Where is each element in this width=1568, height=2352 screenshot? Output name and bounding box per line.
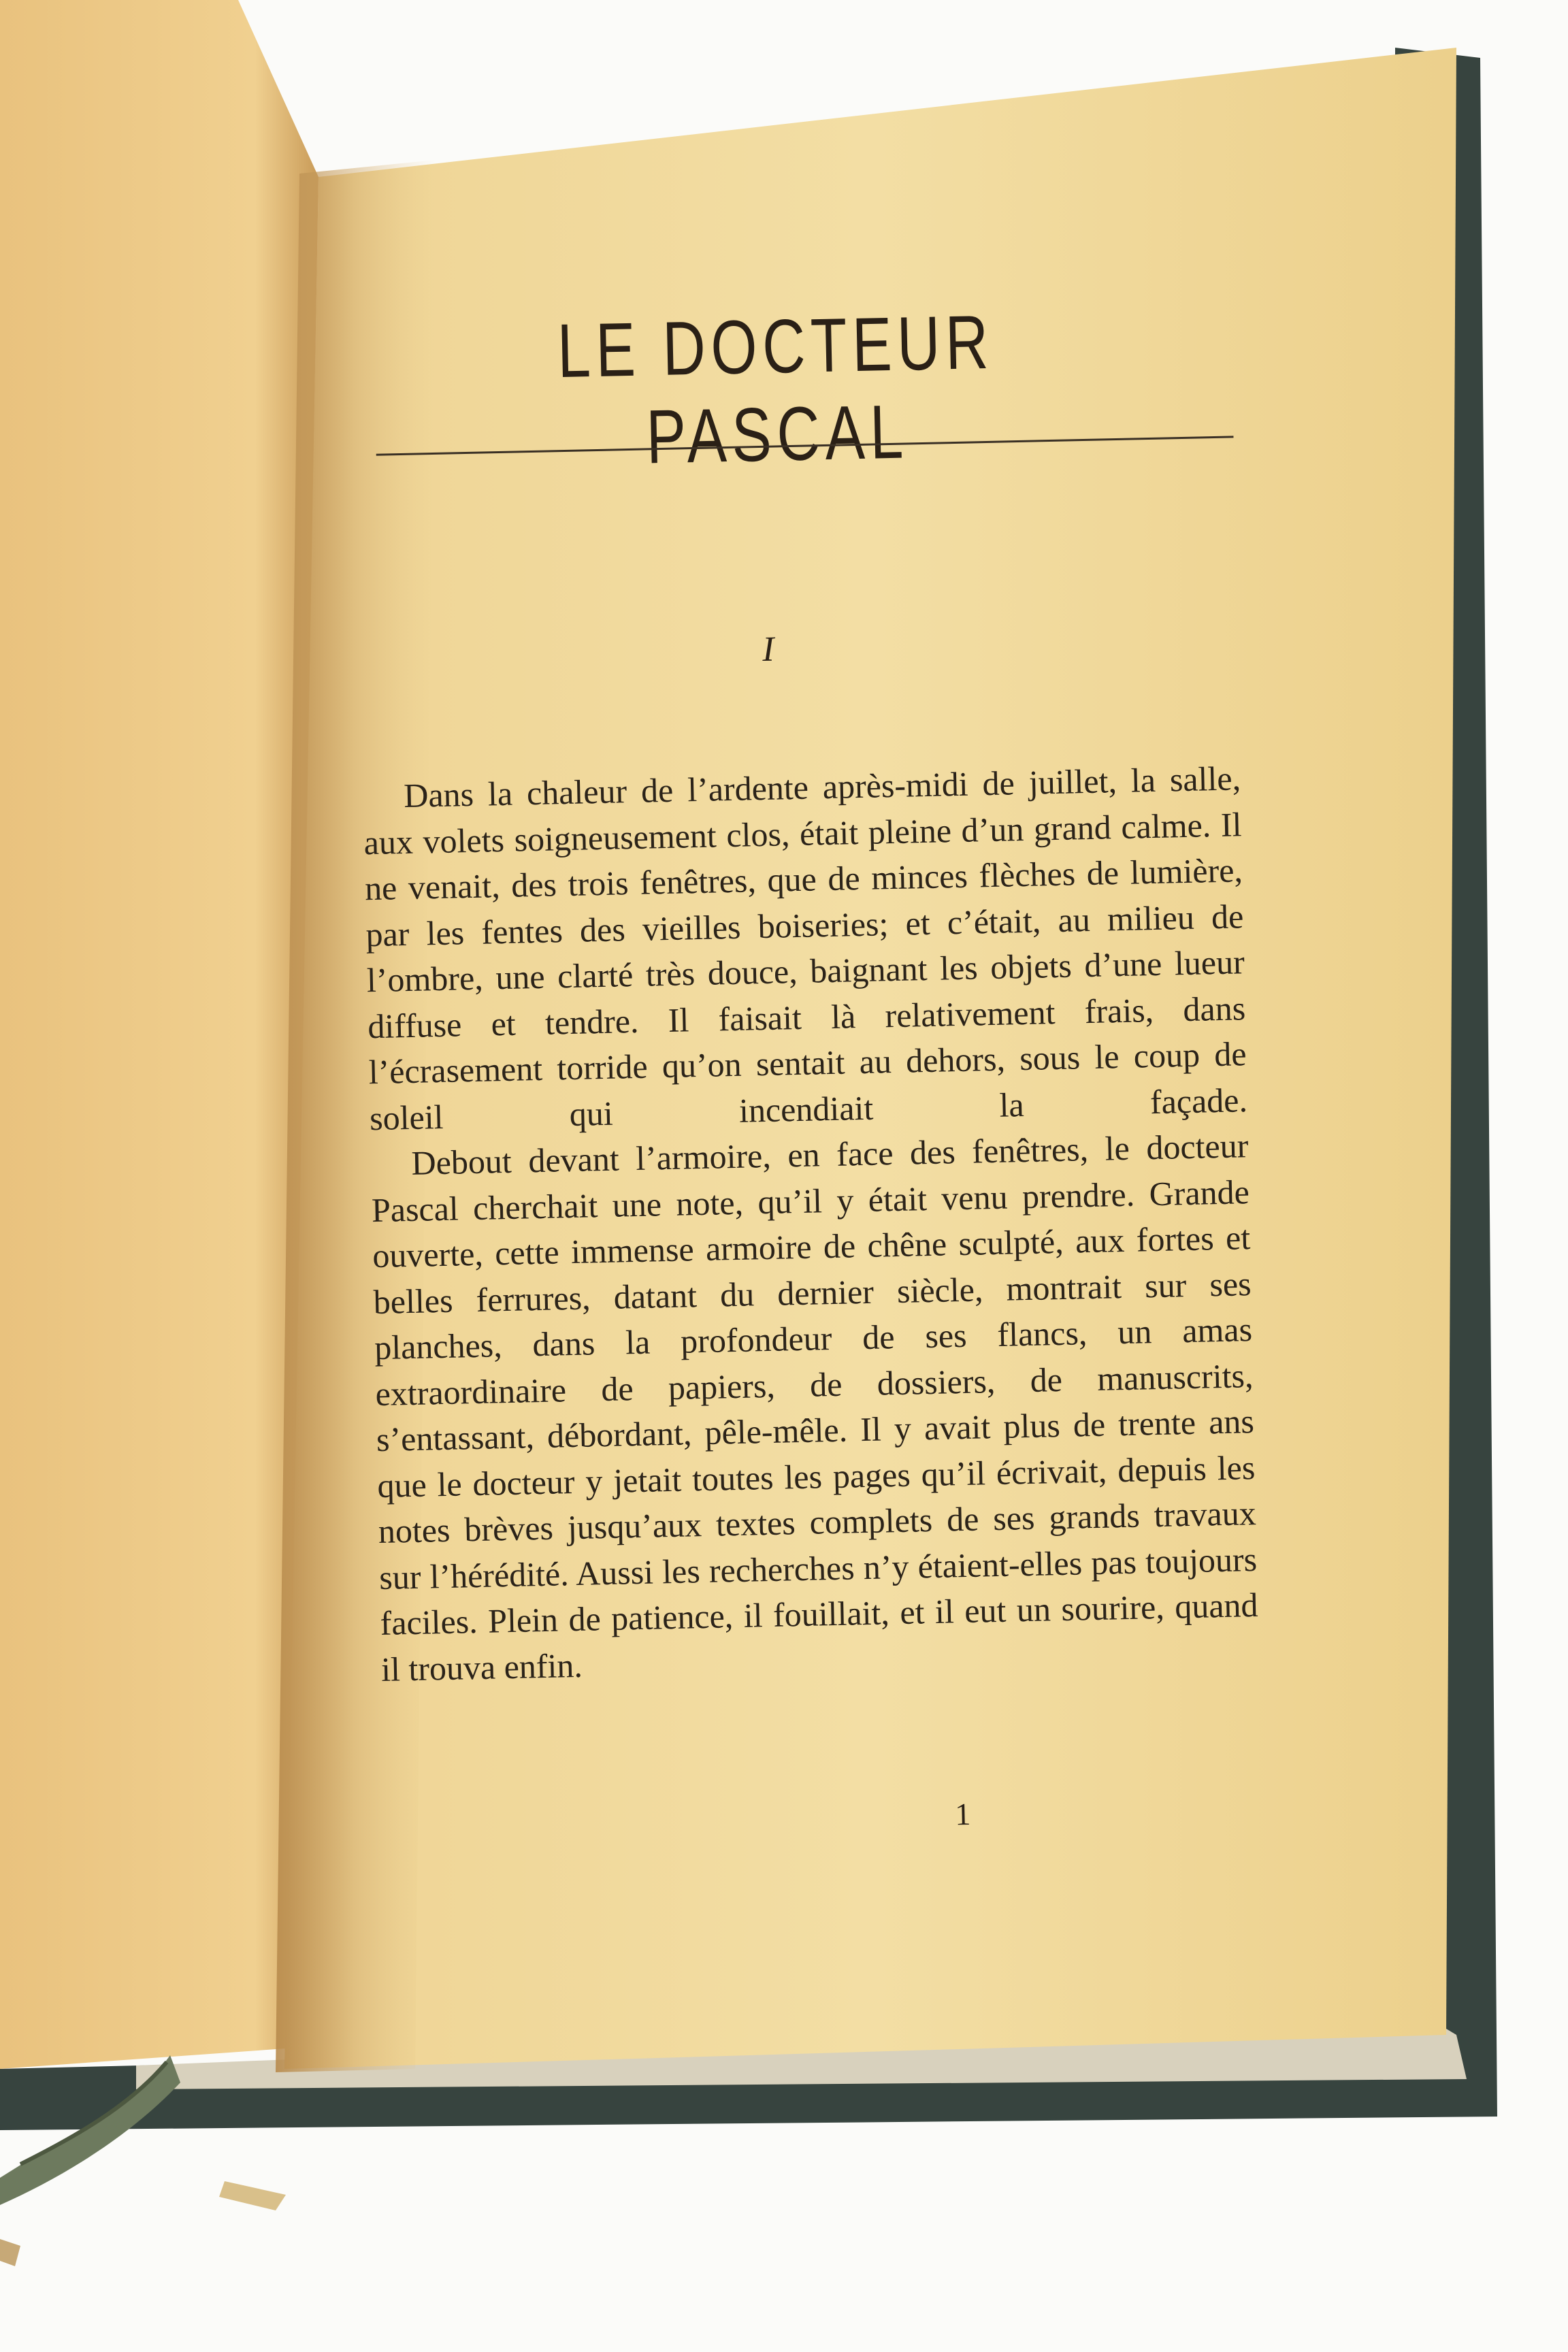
- chapter-number: I: [762, 630, 775, 669]
- chapter-text: [363, 755, 1260, 1693]
- book-title: LE DOCTEUR PASCAL: [556, 299, 995, 480]
- page-number: 1: [954, 1796, 971, 1832]
- paragraph: Debout devant l’armoire, en face des fenêtres, le docteur Pascal cherchait une note, qu’il y était venu prendre. Grande ouverte, cette immense armoire de chêne sculpté, aux fortes et belles ferrures, datant du dernier siècle, montrait sur ses planches, dans la profondeur de ses flancs, un amas extraordinaire de papiers, de dossiers, de manuscrits, s’entassant, débordant, pêle-mêle. Il y avait plus de trente ans que le docteur y jetait toutes les pages qu’il écrivait, depuis les notes brèves jusqu’aux textes complets de ses grands travaux sur l’hérédité. Aussi les recherches n’y étaient-elles pas toujours faciles. Plein de patience, il fouillait, et il eut un sourire, quand il trouva enfin.: [371, 1126, 1259, 1688]
- page-content: [269, 184, 1286, 1987]
- paper-scrap: [219, 2181, 286, 2210]
- paragraph: Dans la chaleur de l’ardente après-midi de juillet, la salle, aux volets soigneusement clos, était pleine d’un grand calme. Il ne venait, des trois fenêtres, que de minces flèches de lumière, par les fentes des vieilles boiseries; et c’était, au milieu de l’ombre, une clarté très douce, baignant les objets d’une lueur diffuse et tendre. Il faisait là relativement frais, dans l’écrasement torride qu’on sentait au dehors, sous le coup de soleil qui incendiait la façade.: [363, 759, 1248, 1137]
- paper-scrap: [0, 2239, 20, 2266]
